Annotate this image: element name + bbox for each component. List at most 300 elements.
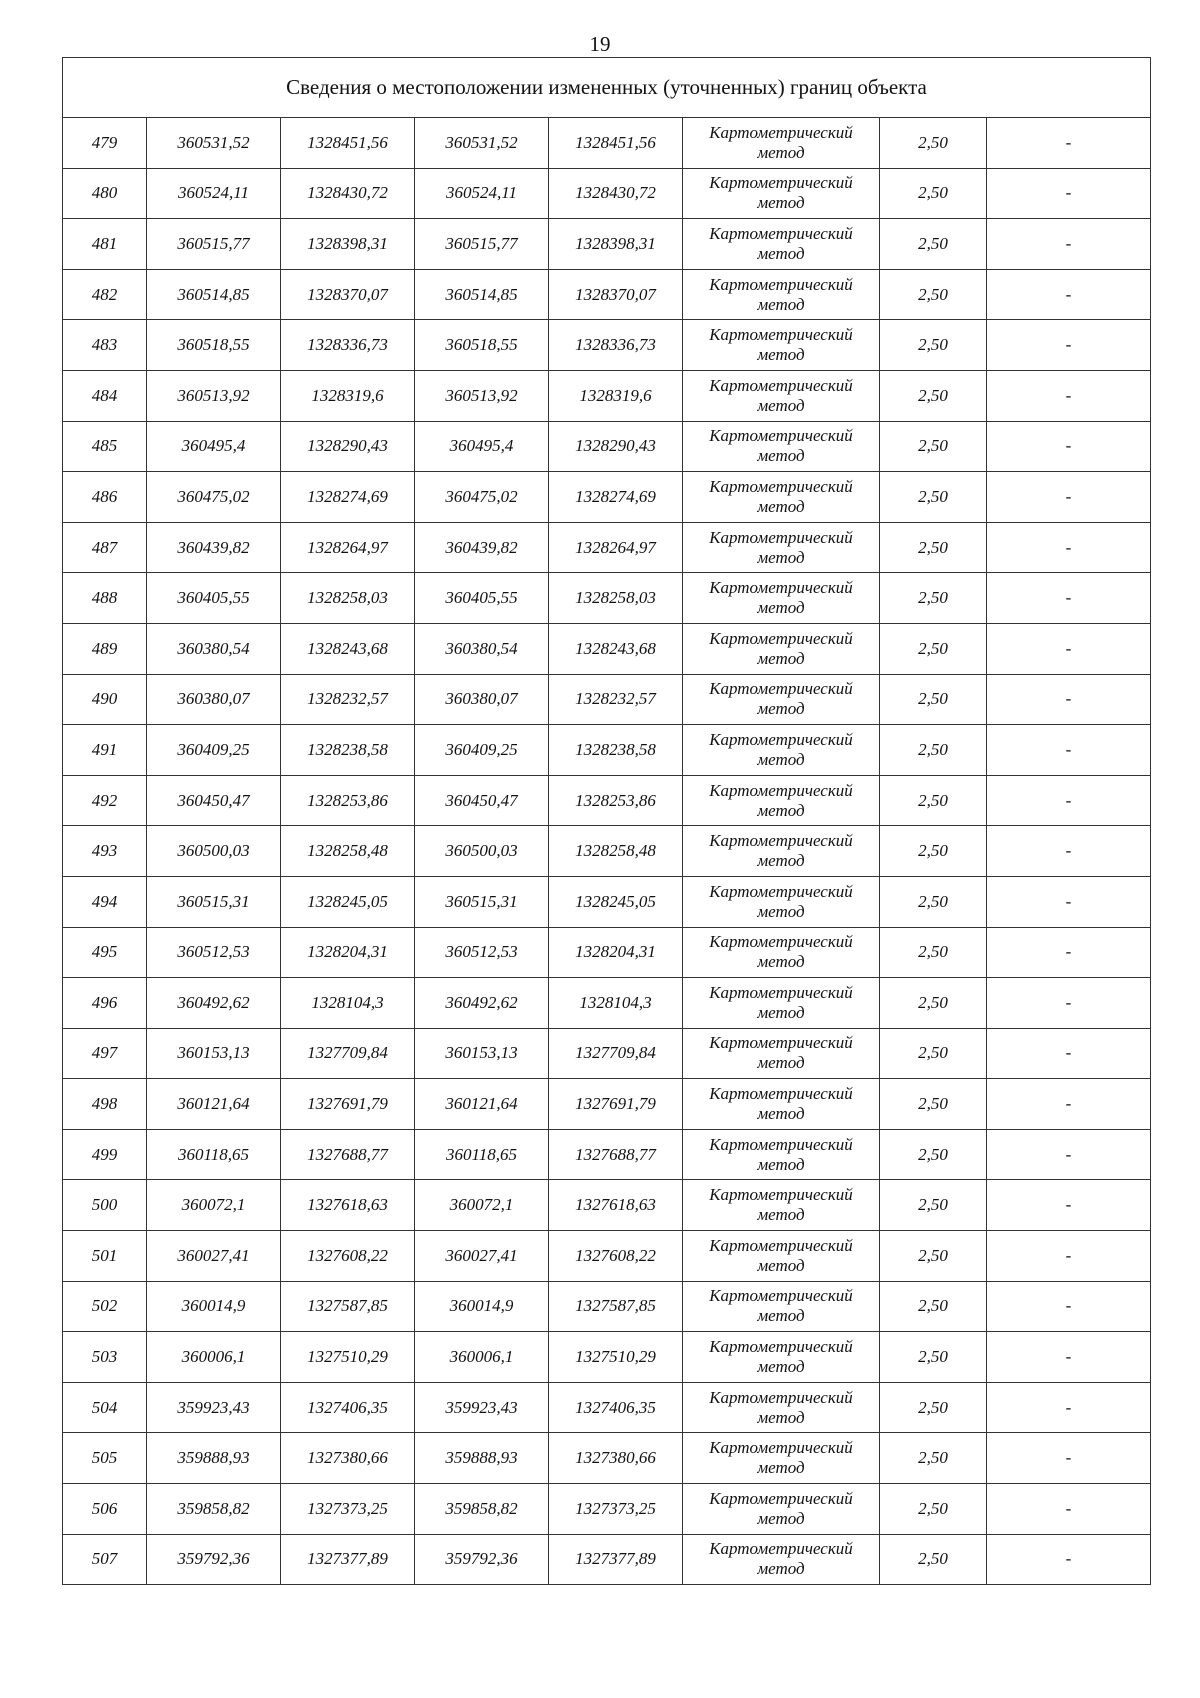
accuracy-cell: 2,50 [880, 927, 987, 978]
accuracy-cell: 2,50 [880, 1231, 987, 1282]
new-y-cell: 1327406,35 [549, 1382, 683, 1433]
existing-x-cell: 360450,47 [147, 775, 281, 826]
existing-y-cell: 1327406,35 [281, 1382, 415, 1433]
existing-x-cell: 360439,82 [147, 522, 281, 573]
method-line-2: метод [757, 193, 805, 213]
method-line-2: метод [757, 294, 805, 314]
method-line-1: Картометрический [709, 1337, 853, 1357]
point-number-cell: 491 [63, 725, 147, 776]
existing-y-cell: 1327377,89 [281, 1534, 415, 1585]
method-line-2: метод [757, 901, 805, 921]
new-x-cell: 360118,65 [415, 1129, 549, 1180]
point-number-cell: 497 [63, 1028, 147, 1079]
accuracy-cell: 2,50 [880, 826, 987, 877]
method-line-1: Картометрический [709, 628, 853, 648]
method-line-1: Картометрический [709, 881, 853, 901]
new-y-cell: 1328243,68 [549, 623, 683, 674]
method-cell [683, 1129, 880, 1180]
table-row [63, 1231, 1151, 1282]
existing-y-cell: 1327380,66 [281, 1433, 415, 1484]
method-cell [683, 320, 880, 371]
point-number-cell: 483 [63, 320, 147, 371]
note-cell: - [987, 320, 1151, 371]
table-row [63, 573, 1151, 624]
existing-x-cell: 360514,85 [147, 269, 281, 320]
table-row [63, 1129, 1151, 1180]
note-cell: - [987, 623, 1151, 674]
new-x-cell: 360380,07 [415, 674, 549, 725]
existing-y-cell: 1328258,48 [281, 826, 415, 877]
new-y-cell: 1328319,6 [549, 370, 683, 421]
note-cell: - [987, 1281, 1151, 1332]
existing-y-cell: 1328258,03 [281, 573, 415, 624]
method-line-1: Картометрический [709, 831, 853, 851]
method-line-1: Картометрический [709, 578, 853, 598]
accuracy-cell: 2,50 [880, 370, 987, 421]
table-row [63, 219, 1151, 270]
method-line-1: Картометрический [709, 679, 853, 699]
method-line-2: метод [757, 1306, 805, 1326]
new-y-cell: 1328232,57 [549, 674, 683, 725]
accuracy-cell: 2,50 [880, 623, 987, 674]
method-line-2: метод [757, 1559, 805, 1579]
existing-x-cell: 360153,13 [147, 1028, 281, 1079]
existing-x-cell: 359923,43 [147, 1382, 281, 1433]
point-number-cell: 486 [63, 472, 147, 523]
new-x-cell: 360153,13 [415, 1028, 549, 1079]
point-number-cell: 504 [63, 1382, 147, 1433]
new-y-cell: 1328370,07 [549, 269, 683, 320]
existing-y-cell: 1328336,73 [281, 320, 415, 371]
accuracy-cell: 2,50 [880, 1382, 987, 1433]
new-y-cell: 1328258,03 [549, 573, 683, 624]
method-line-1: Картометрический [709, 426, 853, 446]
accuracy-cell: 2,50 [880, 1332, 987, 1383]
table-row [63, 118, 1151, 169]
method-line-1: Картометрический [709, 1134, 853, 1154]
accuracy-cell: 2,50 [880, 1180, 987, 1231]
existing-x-cell: 360531,52 [147, 118, 281, 169]
note-cell: - [987, 775, 1151, 826]
table-row [63, 168, 1151, 219]
existing-x-cell: 360072,1 [147, 1180, 281, 1231]
note-cell: - [987, 876, 1151, 927]
point-number-cell: 492 [63, 775, 147, 826]
method-line-2: метод [757, 547, 805, 567]
method-cell [683, 269, 880, 320]
point-number-cell: 489 [63, 623, 147, 674]
existing-x-cell: 360515,31 [147, 876, 281, 927]
existing-x-cell: 360409,25 [147, 725, 281, 776]
table-row [63, 370, 1151, 421]
existing-y-cell: 1327688,77 [281, 1129, 415, 1180]
table-row [63, 1079, 1151, 1130]
new-x-cell: 360380,54 [415, 623, 549, 674]
existing-y-cell: 1328319,6 [281, 370, 415, 421]
new-x-cell: 360524,11 [415, 168, 549, 219]
note-cell: - [987, 573, 1151, 624]
existing-y-cell: 1327709,84 [281, 1028, 415, 1079]
table-row [63, 1382, 1151, 1433]
method-line-2: метод [757, 1458, 805, 1478]
point-number-cell: 485 [63, 421, 147, 472]
method-cell [683, 118, 880, 169]
table-row [63, 421, 1151, 472]
new-y-cell: 1328264,97 [549, 522, 683, 573]
method-line-2: метод [757, 1205, 805, 1225]
method-cell [683, 421, 880, 472]
new-x-cell: 360405,55 [415, 573, 549, 624]
table-title: Сведения о местоположении измененных (уточненных) границ объекта [63, 58, 1151, 118]
point-number-cell: 479 [63, 118, 147, 169]
existing-x-cell: 360475,02 [147, 472, 281, 523]
existing-x-cell: 360405,55 [147, 573, 281, 624]
new-y-cell: 1328430,72 [549, 168, 683, 219]
method-cell [683, 775, 880, 826]
point-number-cell: 481 [63, 219, 147, 270]
boundary-coordinates-table [62, 57, 1151, 1585]
existing-y-cell: 1328253,86 [281, 775, 415, 826]
note-cell: - [987, 1129, 1151, 1180]
method-line-2: метод [757, 851, 805, 871]
table-row [63, 1028, 1151, 1079]
accuracy-cell: 2,50 [880, 674, 987, 725]
point-number-cell: 499 [63, 1129, 147, 1180]
existing-y-cell: 1328451,56 [281, 118, 415, 169]
accuracy-cell: 2,50 [880, 1129, 987, 1180]
existing-y-cell: 1328290,43 [281, 421, 415, 472]
existing-x-cell: 360121,64 [147, 1079, 281, 1130]
method-line-1: Картометрический [709, 527, 853, 547]
table-row [63, 320, 1151, 371]
method-line-2: метод [757, 243, 805, 263]
accuracy-cell: 2,50 [880, 725, 987, 776]
new-y-cell: 1328204,31 [549, 927, 683, 978]
existing-y-cell: 1328245,05 [281, 876, 415, 927]
existing-x-cell: 360118,65 [147, 1129, 281, 1180]
existing-y-cell: 1327587,85 [281, 1281, 415, 1332]
point-number-cell: 484 [63, 370, 147, 421]
table-body [63, 118, 1151, 1585]
method-line-2: метод [757, 800, 805, 820]
method-line-1: Картометрический [709, 1235, 853, 1255]
accuracy-cell: 2,50 [880, 573, 987, 624]
method-cell [683, 219, 880, 270]
accuracy-cell: 2,50 [880, 978, 987, 1029]
method-line-1: Картометрический [709, 729, 853, 749]
new-y-cell: 1328336,73 [549, 320, 683, 371]
note-cell: - [987, 725, 1151, 776]
point-number-cell: 500 [63, 1180, 147, 1231]
method-line-1: Картометрический [709, 173, 853, 193]
new-y-cell: 1327373,25 [549, 1484, 683, 1535]
existing-y-cell: 1328243,68 [281, 623, 415, 674]
existing-x-cell: 360513,92 [147, 370, 281, 421]
accuracy-cell: 2,50 [880, 320, 987, 371]
method-line-1: Картометрический [709, 1438, 853, 1458]
method-line-1: Картометрический [709, 1084, 853, 1104]
existing-x-cell: 360027,41 [147, 1231, 281, 1282]
accuracy-cell: 2,50 [880, 219, 987, 270]
new-y-cell: 1328290,43 [549, 421, 683, 472]
method-line-2: метод [757, 699, 805, 719]
note-cell: - [987, 1028, 1151, 1079]
note-cell: - [987, 1484, 1151, 1535]
new-x-cell: 360492,62 [415, 978, 549, 1029]
method-line-1: Картометрический [709, 476, 853, 496]
note-cell: - [987, 269, 1151, 320]
method-line-1: Картометрический [709, 982, 853, 1002]
new-y-cell: 1327618,63 [549, 1180, 683, 1231]
new-x-cell: 359923,43 [415, 1382, 549, 1433]
accuracy-cell: 2,50 [880, 876, 987, 927]
new-x-cell: 360475,02 [415, 472, 549, 523]
page-number: 19 [589, 32, 611, 56]
existing-y-cell: 1328274,69 [281, 472, 415, 523]
note-cell: - [987, 1433, 1151, 1484]
existing-x-cell: 360518,55 [147, 320, 281, 371]
new-x-cell: 359888,93 [415, 1433, 549, 1484]
note-cell: - [987, 1180, 1151, 1231]
existing-x-cell: 360014,9 [147, 1281, 281, 1332]
note-cell: - [987, 1231, 1151, 1282]
note-cell: - [987, 421, 1151, 472]
existing-y-cell: 1328238,58 [281, 725, 415, 776]
point-number-cell: 480 [63, 168, 147, 219]
new-x-cell: 360495,4 [415, 421, 549, 472]
note-cell: - [987, 118, 1151, 169]
table-row [63, 1534, 1151, 1585]
method-cell [683, 522, 880, 573]
method-cell [683, 1534, 880, 1585]
method-cell [683, 1079, 880, 1130]
point-number-cell: 507 [63, 1534, 147, 1585]
accuracy-cell: 2,50 [880, 1028, 987, 1079]
accuracy-cell: 2,50 [880, 1484, 987, 1535]
existing-x-cell: 360380,54 [147, 623, 281, 674]
point-number-cell: 501 [63, 1231, 147, 1282]
method-cell [683, 1231, 880, 1282]
new-y-cell: 1327587,85 [549, 1281, 683, 1332]
table-row [63, 826, 1151, 877]
existing-y-cell: 1328104,3 [281, 978, 415, 1029]
table-row [63, 927, 1151, 978]
new-x-cell: 360409,25 [415, 725, 549, 776]
table-row [63, 775, 1151, 826]
new-x-cell: 359792,36 [415, 1534, 549, 1585]
accuracy-cell: 2,50 [880, 269, 987, 320]
existing-y-cell: 1328430,72 [281, 168, 415, 219]
new-x-cell: 360518,55 [415, 320, 549, 371]
method-line-1: Картометрический [709, 1387, 853, 1407]
existing-y-cell: 1328398,31 [281, 219, 415, 270]
method-line-2: метод [757, 1002, 805, 1022]
method-line-2: метод [757, 345, 805, 365]
note-cell: - [987, 978, 1151, 1029]
new-x-cell: 360513,92 [415, 370, 549, 421]
existing-x-cell: 360515,77 [147, 219, 281, 270]
new-x-cell: 360531,52 [415, 118, 549, 169]
accuracy-cell: 2,50 [880, 522, 987, 573]
method-line-2: метод [757, 1053, 805, 1073]
method-line-1: Картометрический [709, 325, 853, 345]
method-line-2: метод [757, 1357, 805, 1377]
existing-x-cell: 360500,03 [147, 826, 281, 877]
method-line-1: Картометрический [709, 1539, 853, 1559]
method-cell [683, 1332, 880, 1383]
table-row [63, 1332, 1151, 1383]
method-cell [683, 826, 880, 877]
note-cell: - [987, 370, 1151, 421]
note-cell: - [987, 1534, 1151, 1585]
method-cell [683, 370, 880, 421]
new-y-cell: 1328245,05 [549, 876, 683, 927]
method-cell [683, 927, 880, 978]
accuracy-cell: 2,50 [880, 1281, 987, 1332]
method-line-1: Картометрический [709, 780, 853, 800]
table-row [63, 522, 1151, 573]
note-cell: - [987, 674, 1151, 725]
new-x-cell: 360006,1 [415, 1332, 549, 1383]
table-row [63, 1433, 1151, 1484]
accuracy-cell: 2,50 [880, 168, 987, 219]
method-line-2: метод [757, 648, 805, 668]
table-row [63, 472, 1151, 523]
method-line-1: Картометрический [709, 1185, 853, 1205]
point-number-cell: 496 [63, 978, 147, 1029]
new-y-cell: 1328104,3 [549, 978, 683, 1029]
table-row [63, 876, 1151, 927]
new-x-cell: 360072,1 [415, 1180, 549, 1231]
existing-x-cell: 360492,62 [147, 978, 281, 1029]
note-cell: - [987, 1332, 1151, 1383]
new-y-cell: 1327510,29 [549, 1332, 683, 1383]
point-number-cell: 495 [63, 927, 147, 978]
existing-y-cell: 1327373,25 [281, 1484, 415, 1535]
method-cell [683, 1281, 880, 1332]
method-line-1: Картометрический [709, 122, 853, 142]
new-y-cell: 1327688,77 [549, 1129, 683, 1180]
method-cell [683, 623, 880, 674]
method-cell [683, 1382, 880, 1433]
table-row [63, 674, 1151, 725]
method-cell [683, 472, 880, 523]
accuracy-cell: 2,50 [880, 1433, 987, 1484]
new-y-cell: 1327709,84 [549, 1028, 683, 1079]
point-number-cell: 494 [63, 876, 147, 927]
note-cell: - [987, 219, 1151, 270]
method-line-2: метод [757, 1104, 805, 1124]
method-line-2: метод [757, 395, 805, 415]
existing-y-cell: 1327691,79 [281, 1079, 415, 1130]
method-cell [683, 1484, 880, 1535]
accuracy-cell: 2,50 [880, 472, 987, 523]
note-cell: - [987, 826, 1151, 877]
existing-x-cell: 360524,11 [147, 168, 281, 219]
new-x-cell: 360027,41 [415, 1231, 549, 1282]
new-x-cell: 360014,9 [415, 1281, 549, 1332]
new-x-cell: 360512,53 [415, 927, 549, 978]
accuracy-cell: 2,50 [880, 118, 987, 169]
new-y-cell: 1327380,66 [549, 1433, 683, 1484]
method-cell [683, 978, 880, 1029]
point-number-cell: 490 [63, 674, 147, 725]
table-row [63, 269, 1151, 320]
point-number-cell: 487 [63, 522, 147, 573]
new-y-cell: 1328398,31 [549, 219, 683, 270]
new-y-cell: 1328238,58 [549, 725, 683, 776]
point-number-cell: 506 [63, 1484, 147, 1535]
new-x-cell: 359858,82 [415, 1484, 549, 1535]
existing-x-cell: 360512,53 [147, 927, 281, 978]
accuracy-cell: 2,50 [880, 1079, 987, 1130]
method-line-2: метод [757, 952, 805, 972]
note-cell: - [987, 927, 1151, 978]
new-x-cell: 360515,77 [415, 219, 549, 270]
method-line-1: Картометрический [709, 1033, 853, 1053]
new-x-cell: 360121,64 [415, 1079, 549, 1130]
table-row [63, 1180, 1151, 1231]
method-line-2: метод [757, 749, 805, 769]
table-row [63, 1484, 1151, 1535]
new-x-cell: 360439,82 [415, 522, 549, 573]
point-number-cell: 505 [63, 1433, 147, 1484]
method-line-2: метод [757, 446, 805, 466]
method-cell [683, 876, 880, 927]
method-line-2: метод [757, 1407, 805, 1427]
existing-y-cell: 1328264,97 [281, 522, 415, 573]
existing-x-cell: 359888,93 [147, 1433, 281, 1484]
note-cell: - [987, 522, 1151, 573]
new-x-cell: 360450,47 [415, 775, 549, 826]
accuracy-cell: 2,50 [880, 1534, 987, 1585]
new-y-cell: 1328253,86 [549, 775, 683, 826]
new-y-cell: 1327608,22 [549, 1231, 683, 1282]
point-number-cell: 502 [63, 1281, 147, 1332]
new-y-cell: 1327691,79 [549, 1079, 683, 1130]
point-number-cell: 498 [63, 1079, 147, 1130]
existing-y-cell: 1327510,29 [281, 1332, 415, 1383]
table-row [63, 623, 1151, 674]
point-number-cell: 482 [63, 269, 147, 320]
method-line-1: Картометрический [709, 932, 853, 952]
note-cell: - [987, 472, 1151, 523]
method-line-1: Картометрический [709, 274, 853, 294]
existing-y-cell: 1328204,31 [281, 927, 415, 978]
note-cell: - [987, 1079, 1151, 1130]
method-line-1: Картометрический [709, 1488, 853, 1508]
method-cell [683, 573, 880, 624]
note-cell: - [987, 1382, 1151, 1433]
existing-x-cell: 360006,1 [147, 1332, 281, 1383]
method-line-2: метод [757, 1255, 805, 1275]
point-number-cell: 488 [63, 573, 147, 624]
method-line-1: Картометрический [709, 375, 853, 395]
existing-x-cell: 359792,36 [147, 1534, 281, 1585]
new-x-cell: 360514,85 [415, 269, 549, 320]
existing-y-cell: 1327608,22 [281, 1231, 415, 1282]
method-line-2: метод [757, 1154, 805, 1174]
method-line-1: Картометрический [709, 223, 853, 243]
method-cell [683, 168, 880, 219]
method-line-2: метод [757, 1508, 805, 1528]
existing-y-cell: 1328232,57 [281, 674, 415, 725]
new-y-cell: 1328258,48 [549, 826, 683, 877]
new-y-cell: 1328451,56 [549, 118, 683, 169]
method-line-2: метод [757, 496, 805, 516]
point-number-cell: 503 [63, 1332, 147, 1383]
method-cell [683, 1180, 880, 1231]
